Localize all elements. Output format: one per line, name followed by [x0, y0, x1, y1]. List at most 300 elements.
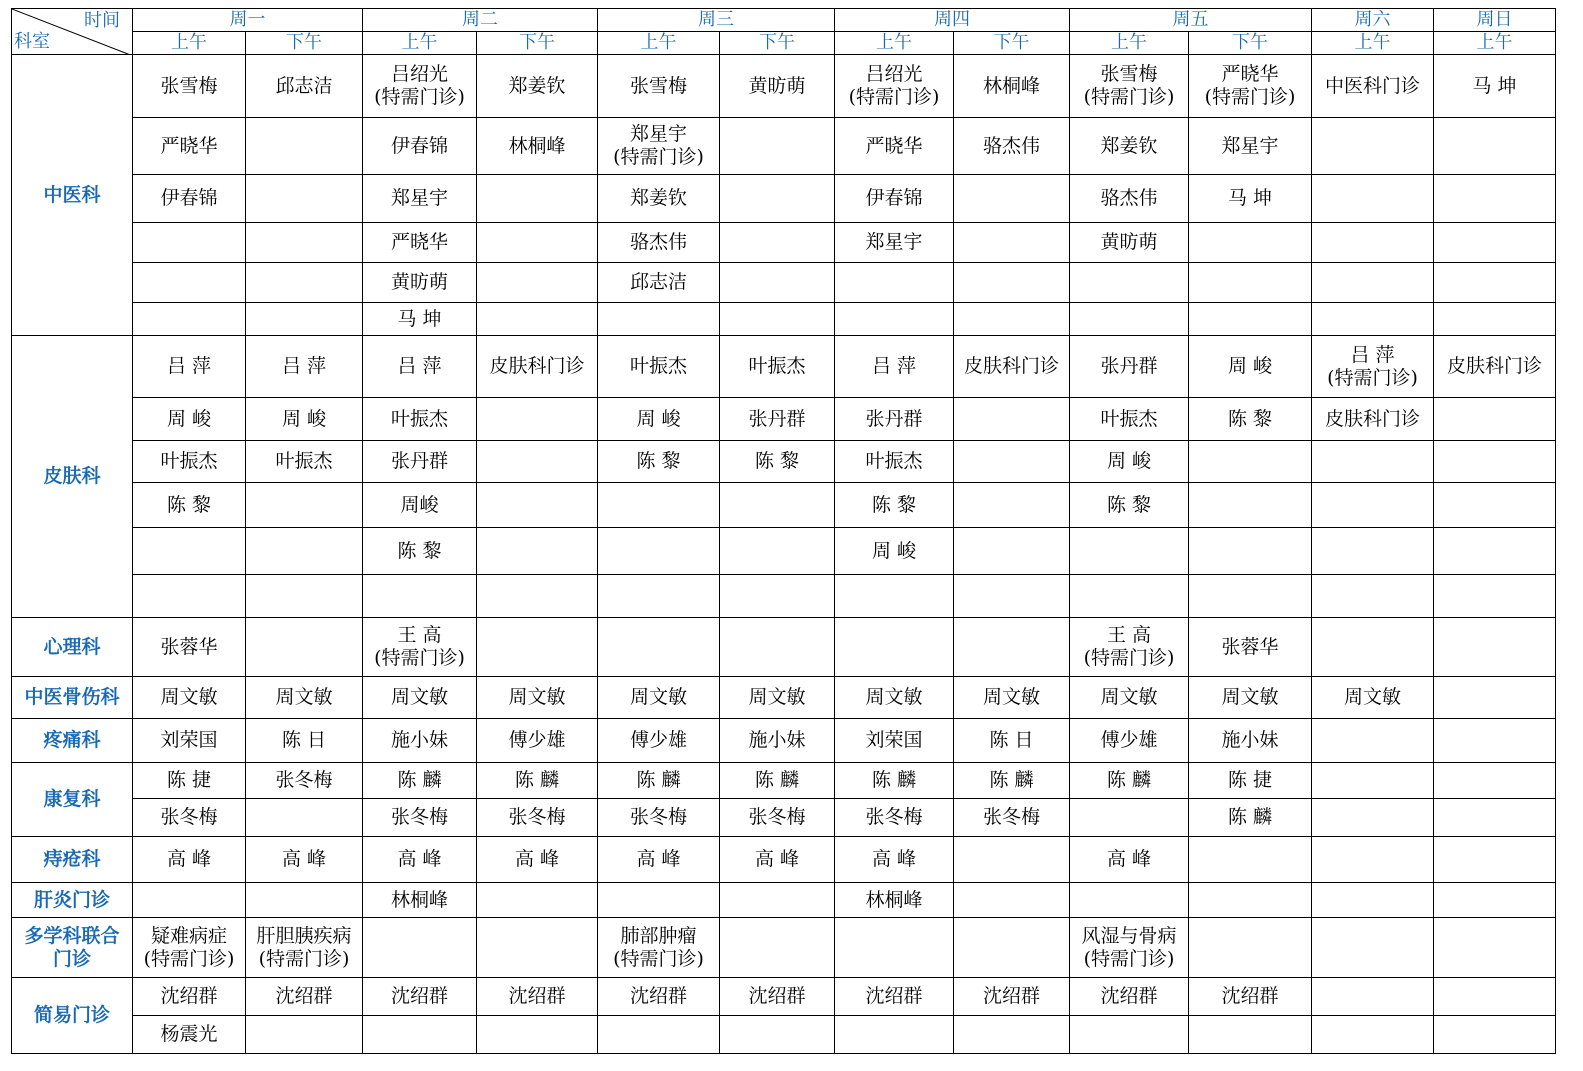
doctor-cell: [1070, 883, 1189, 918]
period-header: 上午: [363, 32, 477, 55]
doctor-cell: [720, 263, 835, 303]
department-name: 简易门诊: [12, 978, 133, 1054]
doctor-cell: [1189, 303, 1312, 336]
doctor-cell: 沈绍群: [1070, 978, 1189, 1016]
schedule-row: [12, 763, 1556, 799]
doctor-cell: [1312, 763, 1434, 799]
doctor-cell: 张雪梅: [133, 55, 246, 118]
doctor-cell: 陈 捷: [133, 763, 246, 799]
doctor-cell: [1070, 799, 1189, 837]
doctor-cell: [954, 303, 1070, 336]
doctor-cell: 沈绍群: [835, 978, 954, 1016]
doctor-cell: 张冬梅: [954, 799, 1070, 837]
doctor-cell: 伊春锦: [835, 175, 954, 223]
doctor-cell: 陈 麟: [363, 763, 477, 799]
doctor-cell: [246, 1016, 363, 1054]
doctor-cell: [954, 175, 1070, 223]
doctor-cell: 周文敏: [720, 677, 835, 719]
doctor-cell: [1312, 528, 1434, 575]
doctor-cell: [477, 303, 598, 336]
doctor-cell: [1434, 398, 1556, 441]
doctor-cell: [1312, 175, 1434, 223]
doctor-cell: [246, 618, 363, 677]
doctor-cell: [477, 528, 598, 575]
department-name: 心理科: [12, 618, 133, 677]
doctor-cell: [1312, 223, 1434, 263]
doctor-cell: [1434, 223, 1556, 263]
doctor-cell: [835, 918, 954, 978]
doctor-cell: [1312, 483, 1434, 528]
doctor-cell: 林桐峰: [835, 883, 954, 918]
doctor-cell: 张蓉华: [133, 618, 246, 677]
doctor-cell: [1312, 263, 1434, 303]
doctor-cell: 严晓华: [133, 118, 246, 175]
doctor-cell: [954, 441, 1070, 483]
doctor-cell: [954, 223, 1070, 263]
doctor-cell: [1070, 263, 1189, 303]
doctor-cell: 吕 萍: [133, 336, 246, 398]
doctor-cell: 陈 日: [954, 719, 1070, 763]
department-name: 肝炎门诊: [12, 883, 133, 918]
doctor-cell: 周 峻: [1189, 336, 1312, 398]
doctor-cell: [1312, 719, 1434, 763]
doctor-cell: [1070, 1016, 1189, 1054]
doctor-cell: [246, 575, 363, 618]
doctor-cell: 吕绍光 (特需门诊): [363, 55, 477, 118]
doctor-cell: 陈 黎: [133, 483, 246, 528]
schedule-row: [12, 575, 1556, 618]
doctor-cell: [598, 303, 720, 336]
schedule-row: [12, 263, 1556, 303]
doctor-cell: 周峻: [363, 483, 477, 528]
doctor-cell: [954, 528, 1070, 575]
doctor-cell: [477, 223, 598, 263]
time-label: 时间: [84, 10, 120, 31]
doctor-cell: [477, 918, 598, 978]
doctor-cell: [954, 883, 1070, 918]
doctor-cell: [1189, 441, 1312, 483]
doctor-cell: 肝胆胰疾病 (特需门诊): [246, 918, 363, 978]
doctor-cell: [954, 575, 1070, 618]
doctor-cell: 叶振杰: [598, 336, 720, 398]
doctor-cell: 周文敏: [1070, 677, 1189, 719]
doctor-cell: 张冬梅: [133, 799, 246, 837]
doctor-cell: 吕 萍 (特需门诊): [1312, 336, 1434, 398]
doctor-cell: 林桐峰: [363, 883, 477, 918]
doctor-cell: [1434, 799, 1556, 837]
period-header: 下午: [1189, 32, 1312, 55]
day-header: 周六: [1312, 9, 1434, 32]
doctor-cell: 陈 麟: [835, 763, 954, 799]
doctor-cell: 陈 麟: [720, 763, 835, 799]
doctor-cell: 王 高 (特需门诊): [363, 618, 477, 677]
doctor-cell: 傅少雄: [1070, 719, 1189, 763]
department-name: 中医骨伤科: [12, 677, 133, 719]
doctor-cell: 黄昉萌: [720, 55, 835, 118]
period-header: 上午: [1070, 32, 1189, 55]
doctor-cell: 周 峻: [246, 398, 363, 441]
doctor-cell: 刘荣国: [133, 719, 246, 763]
doctor-cell: [246, 883, 363, 918]
doctor-cell: 张丹群: [1070, 336, 1189, 398]
doctor-cell: 刘荣国: [835, 719, 954, 763]
doctor-cell: 陈 黎: [598, 441, 720, 483]
doctor-cell: [246, 223, 363, 263]
doctor-cell: 陈 麟: [1189, 799, 1312, 837]
doctor-cell: 陈 黎: [1070, 483, 1189, 528]
doctor-cell: 施小妹: [720, 719, 835, 763]
doctor-cell: [363, 918, 477, 978]
doctor-cell: [363, 1016, 477, 1054]
doctor-cell: 郑星宇 (特需门诊): [598, 118, 720, 175]
doctor-cell: [720, 175, 835, 223]
doctor-cell: [477, 1016, 598, 1054]
doctor-cell: [1434, 763, 1556, 799]
doctor-cell: 沈绍群: [720, 978, 835, 1016]
doctor-cell: 沈绍群: [1189, 978, 1312, 1016]
doctor-cell: [1434, 978, 1556, 1016]
doctor-cell: 沈绍群: [477, 978, 598, 1016]
doctor-cell: 皮肤科门诊: [1312, 398, 1434, 441]
doctor-cell: [1434, 618, 1556, 677]
doctor-cell: 周文敏: [954, 677, 1070, 719]
doctor-cell: [1312, 837, 1434, 883]
doctor-cell: 中医科门诊: [1312, 55, 1434, 118]
doctor-cell: 林桐峰: [954, 55, 1070, 118]
schedule-row: [12, 118, 1556, 175]
doctor-cell: 严晓华: [835, 118, 954, 175]
doctor-cell: 陈 黎: [363, 528, 477, 575]
schedule-row: [12, 799, 1556, 837]
doctor-cell: 叶振杰: [720, 336, 835, 398]
day-header: 周一: [133, 9, 363, 32]
doctor-cell: 施小妹: [363, 719, 477, 763]
doctor-cell: [133, 883, 246, 918]
doctor-cell: [133, 223, 246, 263]
doctor-cell: 周 峻: [1070, 441, 1189, 483]
period-header: 下午: [954, 32, 1070, 55]
doctor-cell: 张丹群: [835, 398, 954, 441]
doctor-cell: 骆杰伟: [598, 223, 720, 263]
doctor-cell: [835, 618, 954, 677]
doctor-cell: 黄昉萌: [363, 263, 477, 303]
doctor-cell: [1434, 883, 1556, 918]
doctor-cell: [598, 883, 720, 918]
doctor-cell: [954, 483, 1070, 528]
doctor-cell: 伊春锦: [363, 118, 477, 175]
doctor-cell: [1312, 978, 1434, 1016]
doctor-cell: [1434, 118, 1556, 175]
doctor-cell: [1189, 223, 1312, 263]
schedule-row: [12, 303, 1556, 336]
doctor-cell: 高 峰: [363, 837, 477, 883]
doctor-cell: [954, 263, 1070, 303]
doctor-cell: [477, 483, 598, 528]
doctor-cell: [246, 483, 363, 528]
schedule-row: [12, 175, 1556, 223]
doctor-cell: 高 峰: [835, 837, 954, 883]
doctor-cell: 张雪梅: [598, 55, 720, 118]
schedule-row: [12, 978, 1556, 1016]
doctor-cell: [1434, 719, 1556, 763]
doctor-cell: 肺部肿瘤 (特需门诊): [598, 918, 720, 978]
doctor-cell: 疑难病症 (特需门诊): [133, 918, 246, 978]
doctor-cell: 沈绍群: [954, 978, 1070, 1016]
schedule-row: [12, 918, 1556, 978]
doctor-cell: 陈 黎: [720, 441, 835, 483]
doctor-cell: [835, 575, 954, 618]
doctor-cell: [720, 118, 835, 175]
doctor-cell: [954, 618, 1070, 677]
doctor-cell: 吕 萍: [246, 336, 363, 398]
doctor-cell: 沈绍群: [598, 978, 720, 1016]
day-header: 周五: [1070, 9, 1312, 32]
doctor-cell: [133, 528, 246, 575]
doctor-cell: 陈 日: [246, 719, 363, 763]
doctor-cell: [1189, 883, 1312, 918]
doctor-cell: 高 峰: [477, 837, 598, 883]
doctor-cell: 傅少雄: [477, 719, 598, 763]
doctor-cell: [246, 175, 363, 223]
doctor-cell: [720, 918, 835, 978]
day-header: 周四: [835, 9, 1070, 32]
doctor-cell: [1189, 575, 1312, 618]
doctor-cell: 周文敏: [133, 677, 246, 719]
doctor-cell: 陈 麟: [477, 763, 598, 799]
doctor-cell: [1189, 1016, 1312, 1054]
doctor-cell: [954, 398, 1070, 441]
department-label: 科室: [14, 31, 50, 52]
doctor-cell: 周 峻: [133, 398, 246, 441]
doctor-cell: 周文敏: [246, 677, 363, 719]
doctor-cell: 叶振杰: [835, 441, 954, 483]
doctor-cell: [1070, 575, 1189, 618]
doctor-cell: [1070, 528, 1189, 575]
department-name: 康复科: [12, 763, 133, 837]
doctor-cell: [477, 618, 598, 677]
doctor-cell: 施小妹: [1189, 719, 1312, 763]
doctor-cell: [477, 175, 598, 223]
doctor-cell: 张丹群: [363, 441, 477, 483]
doctor-cell: 皮肤科门诊: [954, 336, 1070, 398]
day-header: 周三: [598, 9, 835, 32]
doctor-cell: [1434, 263, 1556, 303]
doctor-cell: [1189, 528, 1312, 575]
doctor-cell: 马 坤: [363, 303, 477, 336]
doctor-cell: [246, 263, 363, 303]
doctor-cell: 风湿与骨病 (特需门诊): [1070, 918, 1189, 978]
doctor-cell: 马 坤: [1434, 55, 1556, 118]
period-header: 上午: [1434, 32, 1556, 55]
period-header: 下午: [720, 32, 835, 55]
doctor-cell: 严晓华 (特需门诊): [1189, 55, 1312, 118]
doctor-cell: 郑姜钦: [598, 175, 720, 223]
doctor-cell: 周文敏: [598, 677, 720, 719]
doctor-cell: [246, 118, 363, 175]
corner-header-cell: [12, 9, 133, 55]
doctor-cell: 杨震光: [133, 1016, 246, 1054]
doctor-cell: 沈绍群: [363, 978, 477, 1016]
department-name: 多学科联合 门诊: [12, 918, 133, 978]
doctor-cell: [133, 263, 246, 303]
doctor-cell: [598, 1016, 720, 1054]
doctor-cell: 林桐峰: [477, 118, 598, 175]
doctor-cell: [598, 528, 720, 575]
doctor-cell: 皮肤科门诊: [477, 336, 598, 398]
doctor-cell: 沈绍群: [246, 978, 363, 1016]
doctor-cell: [720, 483, 835, 528]
doctor-cell: [133, 303, 246, 336]
doctor-cell: [835, 1016, 954, 1054]
schedule-row: [12, 837, 1556, 883]
doctor-cell: 郑星宇: [1189, 118, 1312, 175]
doctor-cell: [1434, 441, 1556, 483]
doctor-cell: [1312, 1016, 1434, 1054]
doctor-cell: 张蓉华: [1189, 618, 1312, 677]
doctor-cell: 吕 萍: [363, 336, 477, 398]
doctor-cell: 骆杰伟: [954, 118, 1070, 175]
period-header: 上午: [133, 32, 246, 55]
doctor-cell: [954, 837, 1070, 883]
doctor-cell: [1434, 677, 1556, 719]
doctor-cell: [363, 575, 477, 618]
department-name: 中医科: [12, 55, 133, 336]
department-name: 疼痛科: [12, 719, 133, 763]
doctor-cell: 张冬梅: [835, 799, 954, 837]
doctor-cell: [835, 263, 954, 303]
doctor-cell: 郑姜钦: [477, 55, 598, 118]
doctor-cell: 叶振杰: [1070, 398, 1189, 441]
schedule-row: [12, 1016, 1556, 1054]
doctor-cell: [1434, 918, 1556, 978]
doctor-cell: 吕 萍: [835, 336, 954, 398]
period-header: 下午: [477, 32, 598, 55]
doctor-cell: [1434, 528, 1556, 575]
doctor-cell: [720, 575, 835, 618]
period-header-row: [12, 32, 1556, 55]
doctor-cell: 陈 麟: [598, 763, 720, 799]
doctor-cell: [477, 263, 598, 303]
period-header: 上午: [835, 32, 954, 55]
schedule-row: [12, 719, 1556, 763]
doctor-cell: 骆杰伟: [1070, 175, 1189, 223]
doctor-cell: 周文敏: [835, 677, 954, 719]
doctor-cell: 张冬梅: [246, 763, 363, 799]
department-name: 皮肤科: [12, 336, 133, 618]
doctor-cell: [720, 618, 835, 677]
doctor-cell: 陈 麟: [1070, 763, 1189, 799]
doctor-cell: 叶振杰: [363, 398, 477, 441]
doctor-cell: 邱志洁: [598, 263, 720, 303]
doctor-cell: 沈绍群: [133, 978, 246, 1016]
doctor-cell: 周文敏: [1189, 677, 1312, 719]
doctor-cell: 高 峰: [1070, 837, 1189, 883]
doctor-cell: [1312, 303, 1434, 336]
schedule-row: [12, 883, 1556, 918]
doctor-cell: [246, 799, 363, 837]
doctor-cell: 傅少雄: [598, 719, 720, 763]
period-header: 上午: [598, 32, 720, 55]
doctor-cell: [1189, 918, 1312, 978]
doctor-cell: 皮肤科门诊: [1434, 336, 1556, 398]
doctor-cell: 郑星宇: [835, 223, 954, 263]
doctor-cell: 郑星宇: [363, 175, 477, 223]
doctor-cell: [598, 483, 720, 528]
doctor-cell: [1312, 618, 1434, 677]
doctor-cell: 张冬梅: [720, 799, 835, 837]
doctor-cell: [1434, 483, 1556, 528]
doctor-cell: [1434, 1016, 1556, 1054]
doctor-cell: [133, 575, 246, 618]
doctor-cell: 高 峰: [720, 837, 835, 883]
doctor-cell: [954, 1016, 1070, 1054]
doctor-cell: 陈 麟: [954, 763, 1070, 799]
doctor-cell: [1312, 883, 1434, 918]
doctor-cell: 陈 捷: [1189, 763, 1312, 799]
schedule-row: [12, 441, 1556, 483]
day-header-row: [12, 9, 1556, 32]
doctor-cell: 王 高 (特需门诊): [1070, 618, 1189, 677]
doctor-cell: [1434, 837, 1556, 883]
doctor-cell: 张冬梅: [477, 799, 598, 837]
doctor-cell: [598, 618, 720, 677]
doctor-cell: 高 峰: [246, 837, 363, 883]
doctor-cell: 黄昉萌: [1070, 223, 1189, 263]
doctor-cell: 叶振杰: [133, 441, 246, 483]
doctor-cell: [954, 918, 1070, 978]
doctor-cell: 张冬梅: [598, 799, 720, 837]
doctor-cell: [246, 528, 363, 575]
doctor-cell: [1189, 837, 1312, 883]
doctor-cell: 严晓华: [363, 223, 477, 263]
doctor-cell: [1434, 303, 1556, 336]
schedule-row: [12, 55, 1556, 118]
day-header: 周二: [363, 9, 598, 32]
doctor-cell: [246, 303, 363, 336]
doctor-cell: [1189, 263, 1312, 303]
schedule-row: [12, 483, 1556, 528]
doctor-cell: 马 坤: [1189, 175, 1312, 223]
schedule-row: [12, 223, 1556, 263]
doctor-cell: [477, 398, 598, 441]
doctor-cell: [1312, 441, 1434, 483]
doctor-cell: 伊春锦: [133, 175, 246, 223]
doctor-cell: 周 峻: [835, 528, 954, 575]
doctor-cell: 周文敏: [477, 677, 598, 719]
doctor-cell: 高 峰: [133, 837, 246, 883]
doctor-cell: [1312, 118, 1434, 175]
schedule-row: [12, 677, 1556, 719]
doctor-cell: 高 峰: [598, 837, 720, 883]
doctor-cell: [1434, 175, 1556, 223]
doctor-cell: [835, 303, 954, 336]
period-header: 下午: [246, 32, 363, 55]
doctor-cell: 周 峻: [598, 398, 720, 441]
schedule-row: [12, 398, 1556, 441]
doctor-cell: 邱志洁: [246, 55, 363, 118]
doctor-cell: [720, 223, 835, 263]
doctor-cell: [1434, 575, 1556, 618]
doctor-cell: 张雪梅 (特需门诊): [1070, 55, 1189, 118]
doctor-cell: [1070, 303, 1189, 336]
doctor-cell: 陈 黎: [1189, 398, 1312, 441]
doctor-cell: [477, 883, 598, 918]
doctor-cell: [1312, 575, 1434, 618]
doctor-cell: 吕绍光 (特需门诊): [835, 55, 954, 118]
doctor-cell: 周文敏: [1312, 677, 1434, 719]
doctor-cell: 张丹群: [720, 398, 835, 441]
doctor-cell: [720, 1016, 835, 1054]
